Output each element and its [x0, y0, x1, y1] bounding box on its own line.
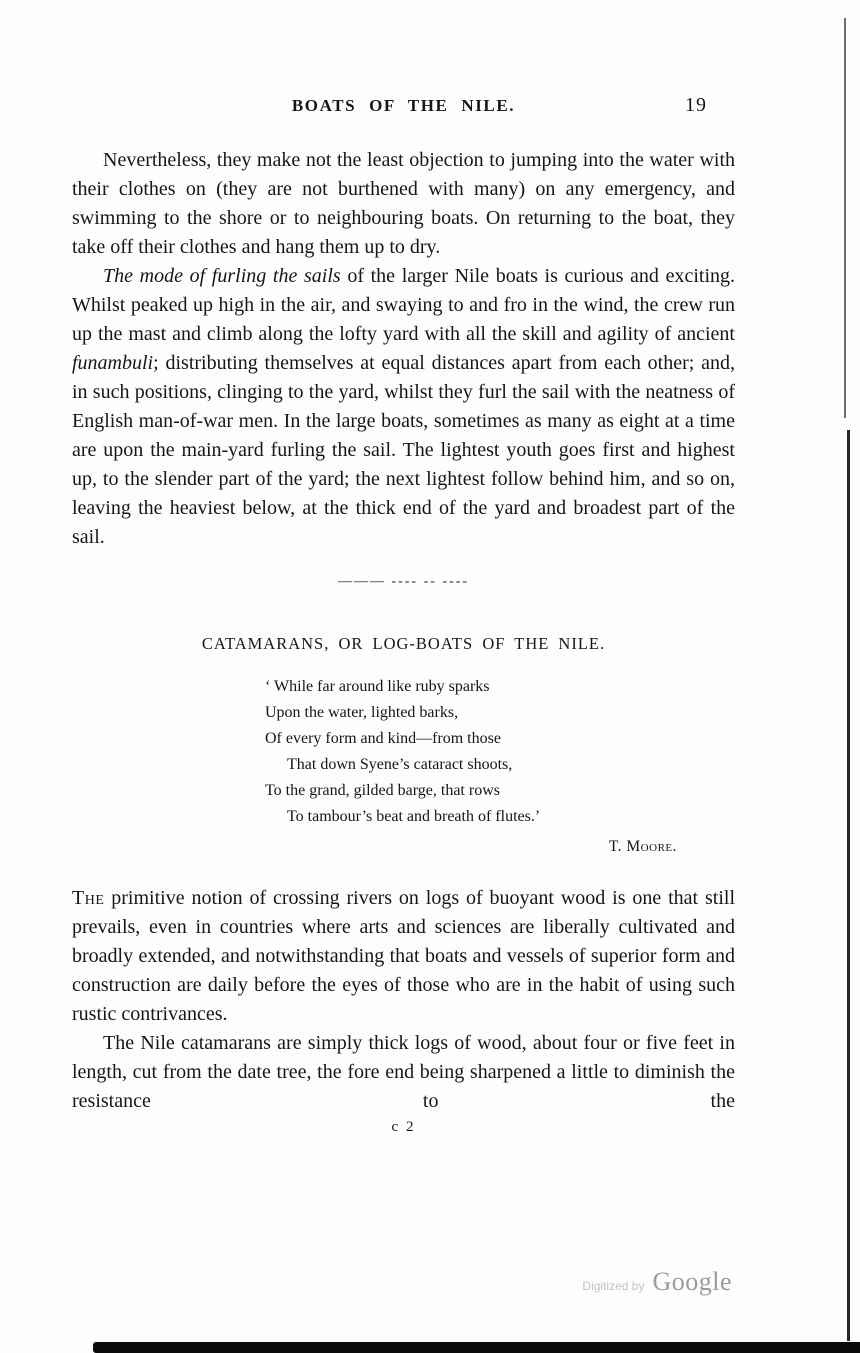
digitized-watermark: [582, 1267, 732, 1297]
paragraph-2-text-a: of the larger Nile boats is curious and exciting. Whilst peaked up high in the air, and swaying to and fro in the wind, the crew run up the mast and climb along the lofty yard with all the skill and agility of ancient: [72, 265, 735, 345]
italic-phrase-mode-of-furling: The mode of furling the sails: [103, 265, 341, 287]
running-head: [72, 96, 735, 124]
page-text-block: [72, 0, 735, 1136]
poem-line: Of every form and kind—from those: [265, 730, 501, 747]
lead-word-smallcaps: The: [72, 887, 105, 909]
page-number: 19: [685, 94, 707, 116]
section-divider: ——— ---- -- ----: [337, 574, 470, 589]
poem-attribution: T. Moore.: [608, 838, 677, 855]
poem-line: Upon the water, lighted barks,: [265, 704, 459, 721]
italic-word-funambuli: funambuli: [72, 352, 154, 374]
paragraph-2: [72, 262, 735, 552]
paragraph-2-text-b: ; distributing themselves at equal distances apart from each other; and, in such positions, clinging to the yard, whilst they furl the sail with the neatness of English man-of-war men. In the large boats, sometimes as many as eight at a time are upon the main-yard furling the sail. The lightest youth goes first and highest up, to the slender part of the yard; the next lightest follow behind him, and so on, leaving the heaviest below, at the thick end of the yard and broadest part of the sail.: [72, 352, 735, 548]
poem-line: ‘ While far around like ruby sparks: [265, 678, 490, 695]
running-title: BOATS OF THE NILE.: [291, 96, 516, 115]
poem-line: To the grand, gilded barge, that rows: [265, 782, 500, 799]
paragraph-3: [72, 884, 735, 1029]
poem-line: That down Syene’s cataract shoots,: [287, 756, 513, 773]
paragraph-1: Nevertheless, they make not the least objection to jumping into the water with their clothes on (they are not burthened with many) on any emergency, and swimming to the shore or to neighbouring boats. On returning to the boat, they take off their clothes and hang them up to dry.: [72, 149, 735, 258]
poem-block: [265, 674, 735, 860]
digitized-by-label: Digitized by: [582, 1279, 645, 1293]
poem-line: To tambour’s beat and breath of flutes.’: [287, 808, 541, 825]
scan-edge-mark: [844, 18, 846, 418]
scan-bottom-bar: [93, 1342, 860, 1353]
section-heading: CATAMARANS, OR LOG-BOATS OF THE NILE.: [201, 634, 606, 653]
google-logo-text: Google: [652, 1267, 732, 1296]
printers-signature: c 2: [391, 1119, 416, 1135]
scan-edge-line: [847, 430, 850, 1341]
paragraph-4: The Nile catamarans are simply thick logs of wood, about four or five feet in length, cut from the date tree, the fore end being sharpened a little to diminish the resistance to the: [72, 1032, 735, 1112]
paragraph-3-text: primitive notion of crossing rivers on logs of buoyant wood is one that still prevails, even in countries where arts and sciences are liberally cultivated and broadly extended, and notwithstanding that boats and vessels of superior form and construction are daily before the eyes of those who are in the habit of using such rustic contrivances.: [72, 887, 735, 1025]
